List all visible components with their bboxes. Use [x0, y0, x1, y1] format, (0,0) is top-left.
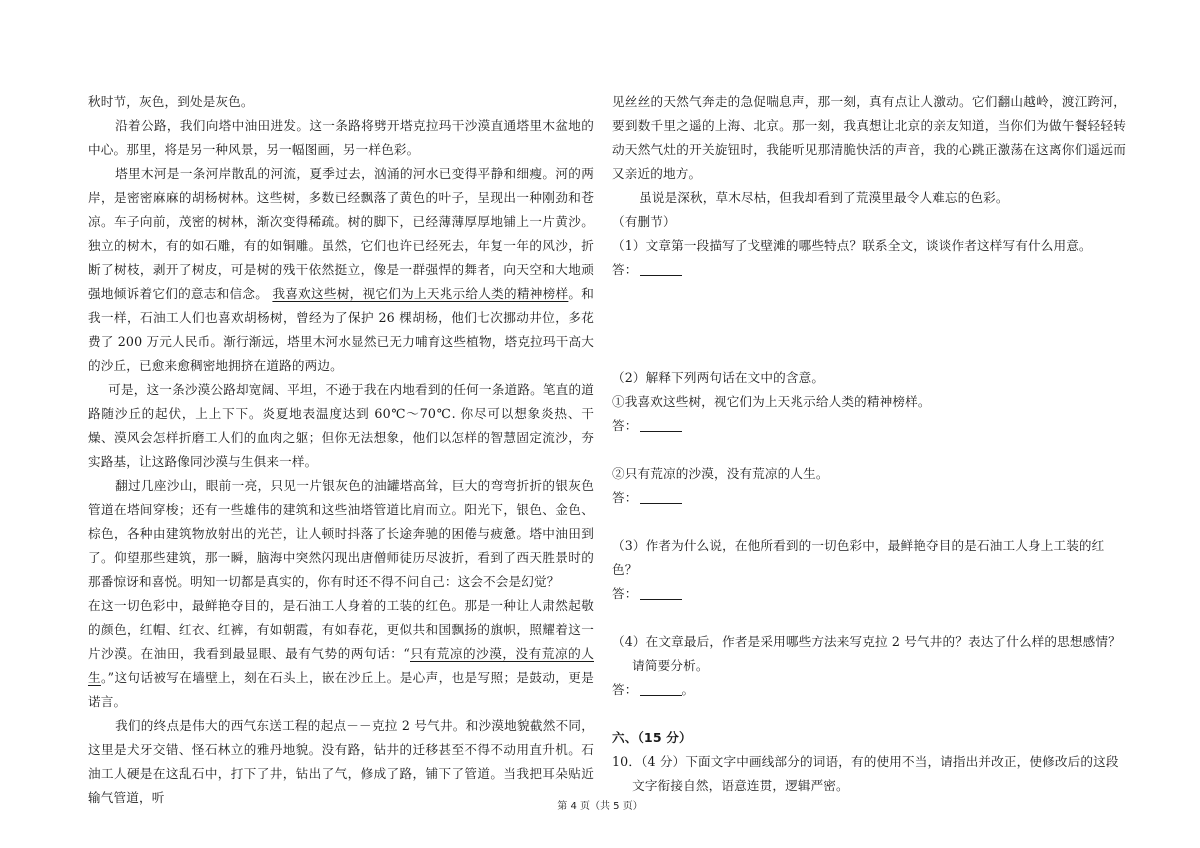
paragraph-5: 翻过几座沙山，眼前一亮，只见一片银灰色的油罐塔高耸，巨大的弯弯折折的银灰色管道在塔间穿梭；还有一些雄伟的建筑和这些油塔管道比肩而立。阳光下，银色、金色、棕色，各种由建筑物放射出的光芒，让人顿时抖落了长途奔驰的困倦与疲惫。塔中油田到了。仰望那些建筑，那一瞬，脑海中突然闪现出唐僧师徒历尽波折，看到了西天胜景时的那番惊讶和喜悦。明知一切都是真实的，你有时还不得不问自己：这会不会是幻觉？: [88, 478, 594, 589]
section-6-heading: 六、（15 分）: [612, 730, 692, 745]
paragraph-1: 秋时节，灰色，到处是灰色。: [88, 94, 254, 109]
answer-1: 答：: [612, 258, 1126, 282]
answer-3: 答：: [612, 582, 1126, 606]
paragraph-3: 塔里木河是一条河岸散乱的河流，夏季过去，汹涌的河水已变得平静和细瘦。河的两岸，是密密麻麻的胡杨树林。这些树，多数已经飘落了黄色的叶子，呈现出一种刚劲和苍凉。车子向前，茂密的树林，渐次变得稀疏。树的脚下，已经薄薄厚厚地铺上一片黄沙。独立的树木，有的如石雕，有的如铜雕。虽然，它们也许已经死去，年复一年的风沙，折断了树枝，剥开了树皮，可是树的残干依然挺立，像是一群强悍的舞者，向天空和大地顽强地倾诉着它们的意志和信念。 我喜欢这些树，视它们为上天兆示给人类的精神榜样。和我一样，石油工人们也喜欢胡杨树，曾经为了保护 26 棵胡杨，他们七次挪动井位，多花费了 200 万元人民币。渐行渐远，塔里木河水显然已无力哺育这些植物，塔克拉玛干高大的沙丘，已愈来愈稠密地拥挤在道路的两边。: [88, 166, 594, 373]
underlined-sentence-2: 只有荒凉的沙漠，没有荒凉的人生: [88, 646, 594, 685]
question-2a: ①我喜欢这些树，视它们为上天兆示给人类的精神榜样。: [612, 394, 931, 409]
answer-space: [612, 438, 1126, 462]
paragraph-9: 虽说是深秋，草木尽枯，但我却看到了荒漠里最令人难忘的色彩。: [639, 190, 1009, 205]
question-2: （2）解释下列两句话在文中的含意。: [612, 370, 825, 385]
answer-4: 答： 。: [612, 682, 695, 697]
answer-blank: [640, 489, 682, 504]
paragraph-7: 我们的终点是伟大的西气东送工程的起点－－克拉 2 号气井。和沙漠地貌截然不同，这里是犬牙交错、怪石林立的雅丹地貌。没有路，钻井的迁移甚至不得不动用直升机。石油工人硬是在这乱石中，打下了井，钻出了气，修成了路，铺下了管道。当我把耳朵贴近输气管道，听: [88, 718, 594, 805]
answer-space: [612, 606, 1126, 630]
page-footer: 第 4 页（共 5 页）: [557, 801, 643, 812]
paragraph-8: 见丝丝的天然气奔走的急促喘息声，那一刻，真有点让人激动。它们翻山越岭，渡江跨河，要到数千里之遥的上海、北京。那一刻，我真想让北京的亲友知道，当你们为做午餐轻轻转动天然气灶的开关旋钮时，我能听见那清脆快活的声音，我的心跳正激荡在这离你们遥远而又亲近的地方。: [612, 94, 1126, 181]
underlined-sentence-1: 我喜欢这些树，视它们为上天兆示给人类的精神榜样: [272, 286, 569, 301]
answer-blank: [640, 681, 682, 696]
answer-space: [612, 510, 1126, 534]
answer-2b: 答：: [612, 486, 1126, 510]
paragraph-6: 在这一切色彩中，最鲜艳夺目的，是石油工人身着的工装的红色。那是一种让人肃然起敬的颜色，红帽、红衣、红裤，有如朝霞，有如春花，更似共和国飘扬的旗帜，照耀着这一片沙漠。在油田，我看到最显眼、最有气势的两句话：“只有荒凉的沙漠，没有荒凉的人生。”这句话被写在墙壁上，刻在石头上，嵌在沙丘上。是心声，也是写照；是鼓动，更是诺言。: [88, 598, 594, 709]
question-3: （3）作者为什么说，在他所看到的一切色彩中，最鲜艳夺目的是石油工人身上工装的红色？: [612, 538, 1105, 577]
answer-2a: 答：: [612, 414, 1126, 438]
answer-blank: [640, 417, 682, 432]
left-column: [88, 90, 594, 810]
paragraph-4: 可是，这一条沙漠公路却宽阔、平坦，不逊于我在内地看到的任何一条道路。笔直的道路随沙丘的起伏，上上下下。炎夏地表温度达到 60℃～70℃. 你尽可以想象炎热、干燥、漠风会怎样折磨工人们的血肉之躯；但你无法想象，他们以怎样的智慧固定流沙，夯实路基，让这路像同沙漠与生俱来一样。: [88, 382, 594, 469]
question-10: 10．（4 分）下面文字中画线部分的词语，有的使用不当，请指出并改正，使修改后的这段文字衔接自然，语意连贯，逻辑严密。: [612, 754, 1119, 793]
question-1: （1）文章第一段描写了戈壁滩的哪些特点？联系全文，谈谈作者这样写有什么用意。: [612, 238, 1092, 253]
right-column: [612, 90, 1126, 798]
question-4: （4）在文章最后，作者是采用哪些方法来写克拉 2 号气井的？表达了什么样的思想感情？请简要分析。: [612, 634, 1121, 673]
abridged-note: （有删节）: [612, 214, 676, 229]
paragraph-2: 沿着公路，我们向塔中油田进发。这一条路将劈开塔克拉玛干沙漠直通塔里木盆地的中心。那里，将是另一种风景，另一幅图画，另一样色彩。: [88, 118, 594, 157]
answer-blank: [640, 585, 682, 600]
answer-space: [612, 282, 1126, 366]
answer-space: [612, 702, 1126, 726]
answer-blank: [640, 261, 682, 276]
question-2b: ②只有荒凉的沙漠，没有荒凉的人生。: [612, 466, 829, 481]
